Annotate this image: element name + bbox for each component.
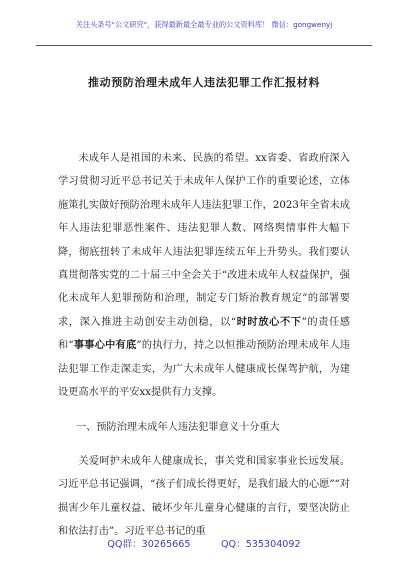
paragraph-section-1: 关爱呵护未成年人健康成长，事关党和国家事业长远发展。习近平总书记强调，“孩子们成长得更好，是我们最大的心愿”“对损害少年儿童权益、破坏少年儿童身心健康的言行，要坚决防止和依法打击”。习近平总书记的重: [58, 455, 350, 538]
paragraph-intro-part-b: ”的责任感和“: [58, 316, 350, 352]
section-heading-1: 一、预防治理未成年人违法犯罪意义十分重大: [76, 422, 280, 434]
header-promo-note: 关注头条号"公文研究"，获得最新最全最专业的公文资料库！ 微信：gongwenyj: [75, 20, 333, 29]
footer-contact: QQ群：30265665 QQ：535304092: [107, 539, 301, 550]
paragraph-intro-part-c: ”的执行力，持之以恒推动预防治理未成年人违法犯罪工作走深走实，为广大未成年人健康成长保驾护航，为建设更高水平的平安xx提供有力支撑。: [58, 340, 350, 399]
document-body: [58, 147, 350, 544]
paragraph-intro: [58, 147, 350, 404]
paragraph-intro-part-a: 未成年人是祖国的未来、民族的希望。xx省委、省政府深入学习贯彻习近平总书记关于未成年人保护工作的重要论述，立体施策扎实做好预防治理未成年人违法犯罪工作，2023年全省未成年人违法犯罪恶性案件、违法犯罪人数、网络舆情事件大幅下降，彻底扭转了未成年人违法犯罪连续五年上升势头。我们要认真贯彻落实党的二十届三中全会关于“改进未成年人权益保护，强化未成年人犯罪预防和治理，制定专门矫治教育规定”的部署要求，深入推进主动创安主动创稳，以“: [58, 153, 350, 328]
header-divider: [36, 45, 372, 46]
document-title: 推动预防治理未成年人违法犯罪工作汇报材料: [88, 76, 320, 89]
emphasis-phrase-1: 时时放心不下: [236, 315, 302, 328]
emphasis-phrase-2: 事事心中有底: [73, 339, 137, 352]
